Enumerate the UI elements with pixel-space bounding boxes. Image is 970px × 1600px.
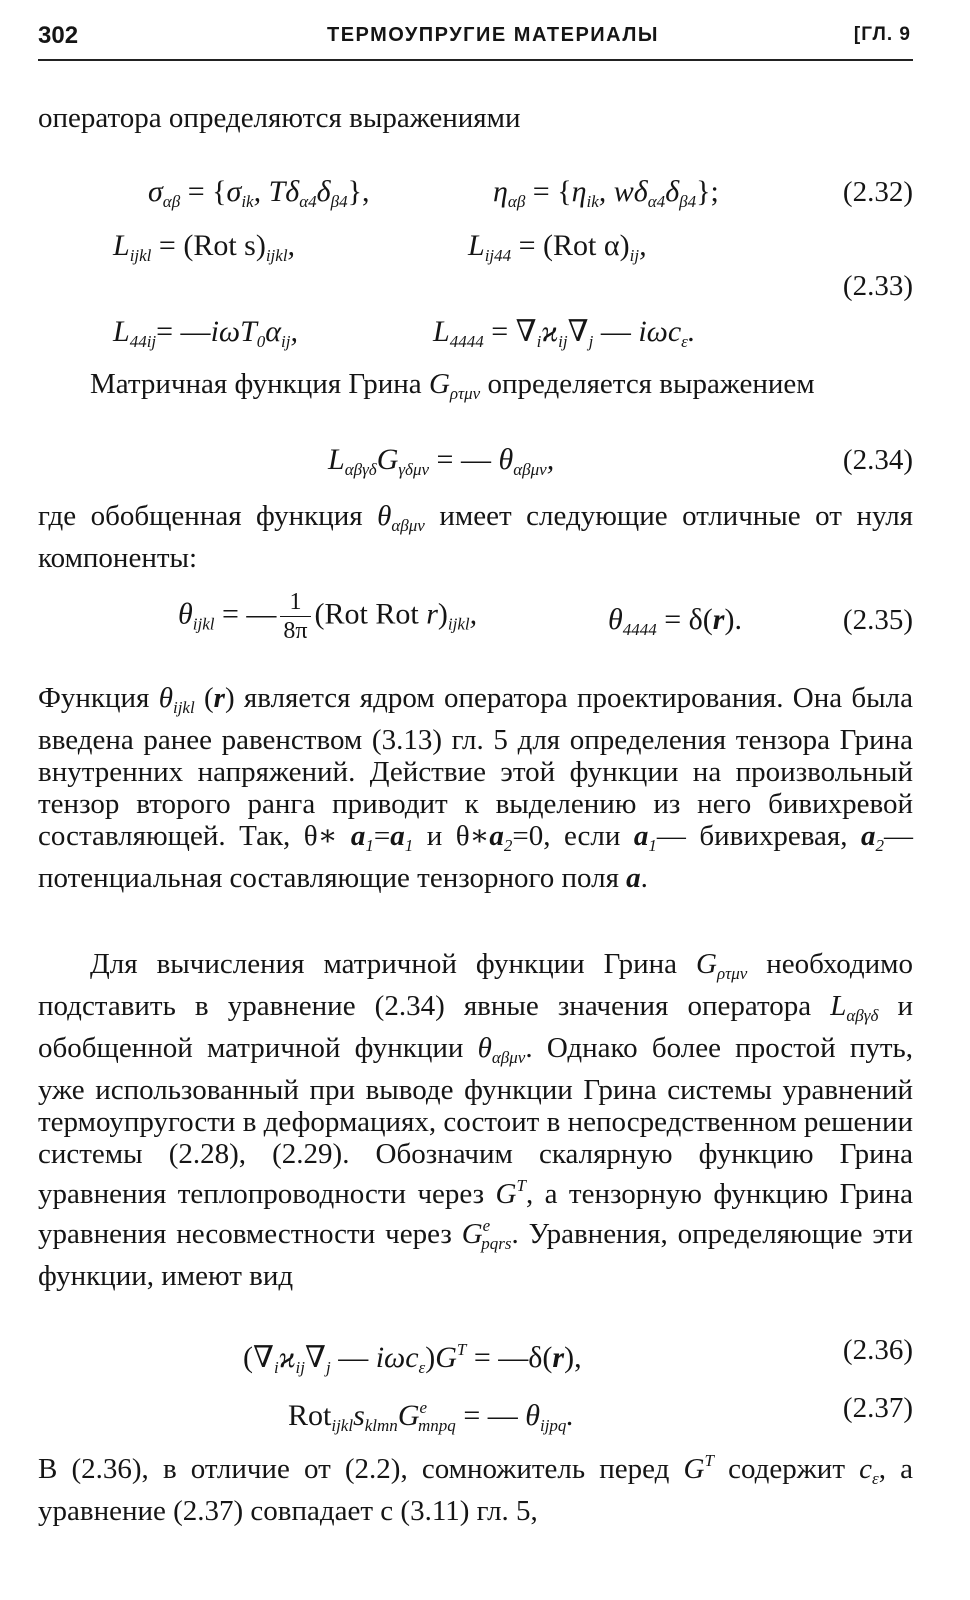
eq-number-2-32: (2.32) (842, 176, 913, 208)
theta-paragraph: где обобщенная функция $\theta_{\alpha\beta\mu\nu}$ имеет следующие отличные от нуля компоненты: (38, 500, 914, 574)
eq-2-36-expr: ($\nabla_iϰ_{ij}\nabla_j$ — $i\omega c_\varepsilon)G^T$ = —δ(r), (243, 1340, 582, 1377)
chapter-label: [ГЛ. 9 (853, 24, 911, 45)
eq-number-2-34: (2.34) (842, 444, 913, 476)
eq-2-34-expr: $L_{\alpha\beta\gamma\delta}G_{\gamma\delta\mu\nu}$ = — $\theta_{\alpha\beta\mu\nu}$, (328, 443, 555, 479)
eq-number-2-35: (2.35) (842, 604, 913, 636)
eq-l-44ij: $L_{44ij}=$ $—i\omega T_0\alpha_{ij}$, (113, 315, 298, 351)
eq-number-2-37: (2.37) (842, 1392, 913, 1424)
eq-l-ijkl: $L_{ijkl} = (Rot$ $s)_{ijkl}$, (113, 229, 296, 265)
closing-paragraph: В (2.36), в отличие от (2.2), сомножитель перед $G^T$ содержит $c_\varepsilon$, а уравнение (2.37) совпадает с (3.11) гл. 5, (38, 1451, 913, 1527)
eq-theta-ijkl: $\theta_{ijkl}$ = — $\frac{1}{8\pi}$ (Rot Rot $r)_{ijkl}$, (178, 589, 478, 644)
calculation-paragraph: Для вычисления матричной функции Грина $G_{\rho\tau\mu\nu}$ необходимо подставить в уравнение (2.34) явные значения оператора $L_{\alpha\beta\gamma\delta}$ и обобщенной матричной функции $\theta_{\alpha\beta\mu\nu}$. Однако более простой путь, уже использованный при выводе функции Грина системы уравнений термоупругости в деформациях, состоит в непосредственном решении системы (2.28), (2.29). Обозначим скалярную функцию Грина уравнения теплопроводности через $G^T$, а тензорную функцию Грина уравнения несовместности через $G^e_{pqrs}$. Уравнения, определяющие эти функции, имеют вид (38, 948, 914, 1292)
eq-l-ij44: $L_{ij44} = (Rot$ $\alpha)_{ij}$, (468, 229, 647, 265)
eq-eta: $\eta_{\alpha\beta} = \{\eta_{ik}$, $w\delta_{\alpha 4}\delta_{\beta 4}$}; (493, 175, 719, 211)
eq-number-2-36: (2.36) (842, 1334, 913, 1366)
where-text-a: где обобщенная функция (38, 500, 363, 532)
running-title: ТЕРМОУПРУГИЕ МАТЕРИАЛЫ (327, 24, 659, 46)
green-function-paragraph: Матричная функция Грина $G_{\rho\tau\mu\nu}$ определяется выражением (90, 368, 815, 403)
page-number: 302 (38, 22, 79, 49)
green-text-a: Матричная функция Грина (90, 368, 422, 400)
eq-l-4444: $L_{4444} = \nabla_iϰ_{ij}\nabla_j$ — iωc$_\varepsilon$. (433, 315, 696, 351)
eq-theta-4444: $\theta_{4444} = \delta(r)$. (608, 603, 742, 639)
eq-sigma: $\sigma_{\alpha\beta} = \{\sigma_{ik}$, $T\delta_{\alpha 4}\delta_{\beta 4}$}, (148, 175, 370, 211)
intro-line: оператора определяются выражениями (38, 102, 521, 134)
projection-kernel-paragraph: Функция $\theta_{ijkl}$ (r) является ядром оператора проектирования. Она была введена ранее равенством (3.13) гл. 5 для определения тензора Грина внутренних напряжений. Действие этой функции на произвольный тензор второго ранга приводит к выделению из него бивихревой составляющей. Так, θ∗ $a_1=a_1$ и $\theta∗a_2=0$, если $a_1—$ бивихревая, $a_2—$ потенциальная составляющие тензорного поля a. (38, 682, 914, 894)
header-rule (38, 59, 913, 61)
page-header (38, 20, 913, 54)
eq-number-2-33: (2.33) (842, 270, 913, 302)
book-page (38, 20, 914, 1527)
green-text-b: определяется выражением (487, 368, 815, 400)
where-text-b: имеет следующие отличные от нуля компоненты: (38, 500, 914, 574)
eq-2-37-expr: $Rot_{ijkl}s_{klmn}G^e_{mnpq}$ = — $\theta_{ijpq}$. (288, 1398, 574, 1435)
